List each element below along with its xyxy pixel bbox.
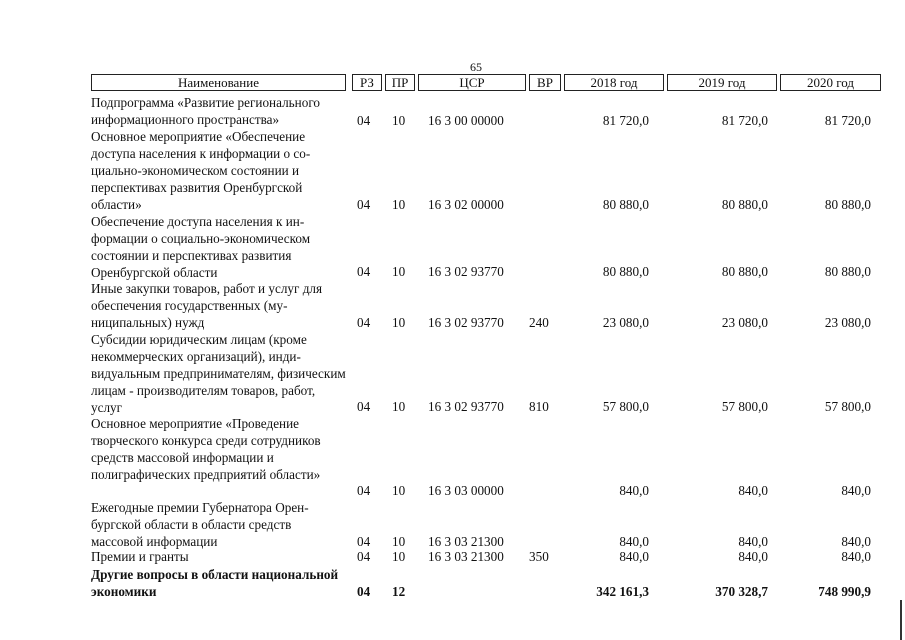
row-vr: 240 bbox=[529, 315, 549, 330]
row-2019: 840,0 bbox=[738, 534, 768, 549]
row-rz: 04 bbox=[357, 264, 371, 279]
row-2020: 840,0 bbox=[841, 483, 871, 498]
row-2020: 23 080,0 bbox=[824, 315, 871, 330]
row-2018: 342 161,3 bbox=[596, 584, 649, 599]
row-pr: 10 bbox=[392, 549, 406, 564]
row-2018: 80 880,0 bbox=[602, 264, 649, 279]
row-2019: 23 080,0 bbox=[721, 315, 768, 330]
row-2019: 80 880,0 bbox=[721, 264, 768, 279]
row-2018: 23 080,0 bbox=[602, 315, 649, 330]
row-2019: 370 328,7 bbox=[715, 584, 768, 599]
header-2019: 2019 год bbox=[667, 74, 777, 91]
row-name: Обеспечение доступа населения к информации о социально-экономическом состоянии и перспективах развития Оренбургской области bbox=[91, 214, 311, 280]
row-rz: 04 bbox=[357, 584, 371, 599]
row-2020: 80 880,0 bbox=[824, 264, 871, 279]
row-rz: 04 bbox=[357, 315, 371, 330]
row-2020: 81 720,0 bbox=[824, 113, 871, 128]
row-csr: 16 3 03 00000 bbox=[428, 483, 504, 498]
row-2020: 57 800,0 bbox=[824, 399, 871, 414]
page-number: 65 bbox=[470, 60, 482, 74]
row-pr: 10 bbox=[392, 197, 406, 212]
row-2018: 840,0 bbox=[619, 534, 649, 549]
row-csr: 16 3 00 00000 bbox=[428, 113, 504, 128]
row-csr: 16 3 02 93770 bbox=[428, 264, 504, 279]
row-csr: 16 3 02 93770 bbox=[428, 399, 504, 414]
row-csr: 16 3 02 00000 bbox=[428, 197, 504, 212]
row-2019: 80 880,0 bbox=[721, 197, 768, 212]
row-rz: 04 bbox=[357, 113, 371, 128]
row-2018: 81 720,0 bbox=[602, 113, 649, 128]
row-pr: 12 bbox=[392, 584, 406, 599]
row-2020: 80 880,0 bbox=[824, 197, 871, 212]
row-2018: 80 880,0 bbox=[602, 197, 649, 212]
row-csr: 16 3 03 21300 bbox=[428, 549, 504, 564]
row-rz: 04 bbox=[357, 483, 371, 498]
header-rz: РЗ bbox=[352, 74, 382, 91]
row-name: Другие вопросы в области национальной экономики bbox=[91, 567, 339, 599]
row-rz: 04 bbox=[357, 197, 371, 212]
row-2018: 57 800,0 bbox=[602, 399, 649, 414]
row-rz: 04 bbox=[357, 549, 371, 564]
row-rz: 04 bbox=[357, 534, 371, 549]
header-pr: ПР bbox=[385, 74, 415, 91]
header-vr: ВР bbox=[529, 74, 561, 91]
row-csr: 16 3 03 21300 bbox=[428, 534, 504, 549]
row-2019: 840,0 bbox=[738, 549, 768, 564]
row-name: Иные закупки товаров, работ и услуг для обеспечения государственных (муниципальных) нужд bbox=[91, 281, 323, 330]
row-pr: 10 bbox=[392, 315, 406, 330]
row-2019: 840,0 bbox=[738, 483, 768, 498]
row-pr: 10 bbox=[392, 483, 406, 498]
header-name: Наименование bbox=[91, 74, 346, 91]
row-2018: 840,0 bbox=[619, 483, 649, 498]
row-name: Основное мероприятие «Обеспечение доступа населения к информации о социально-экономическом состоянии и перспективах развития Оренбургской области» bbox=[91, 129, 311, 212]
row-vr: 810 bbox=[529, 399, 549, 414]
row-pr: 10 bbox=[392, 399, 406, 414]
row-2020: 840,0 bbox=[841, 549, 871, 564]
row-rz: 04 bbox=[357, 399, 371, 414]
row-name: Ежегодные премии Губернатора Оренбургской области в области средств массовой информации bbox=[91, 500, 309, 549]
row-2019: 81 720,0 bbox=[721, 113, 768, 128]
header-2020: 2020 год bbox=[780, 74, 881, 91]
row-pr: 10 bbox=[392, 113, 406, 128]
row-2018: 840,0 bbox=[619, 549, 649, 564]
row-csr: 16 3 02 93770 bbox=[428, 315, 504, 330]
header-csr: ЦСР bbox=[418, 74, 526, 91]
row-pr: 10 bbox=[392, 264, 406, 279]
row-name: Подпрограмма «Развитие регионального информационного пространства» bbox=[91, 95, 320, 127]
header-2018: 2018 год bbox=[564, 74, 664, 91]
row-pr: 10 bbox=[392, 534, 406, 549]
row-name: Премии и гранты bbox=[91, 549, 189, 564]
row-2020: 840,0 bbox=[841, 534, 871, 549]
row-2019: 57 800,0 bbox=[721, 399, 768, 414]
row-name: Основное мероприятие «Проведение творческого конкурса среди сотрудников средств массовой информации и полиграфических предприятий области» bbox=[91, 416, 321, 482]
row-vr: 350 bbox=[529, 549, 549, 564]
row-name: Субсидии юридическим лицам (кроме некоммерческих организаций), индивидуальным предпринимателям, физическим лицам - производителям товаров, работ, услуг bbox=[91, 332, 346, 415]
row-2020: 748 990,9 bbox=[818, 584, 871, 599]
scan-edge-mark bbox=[900, 600, 902, 640]
